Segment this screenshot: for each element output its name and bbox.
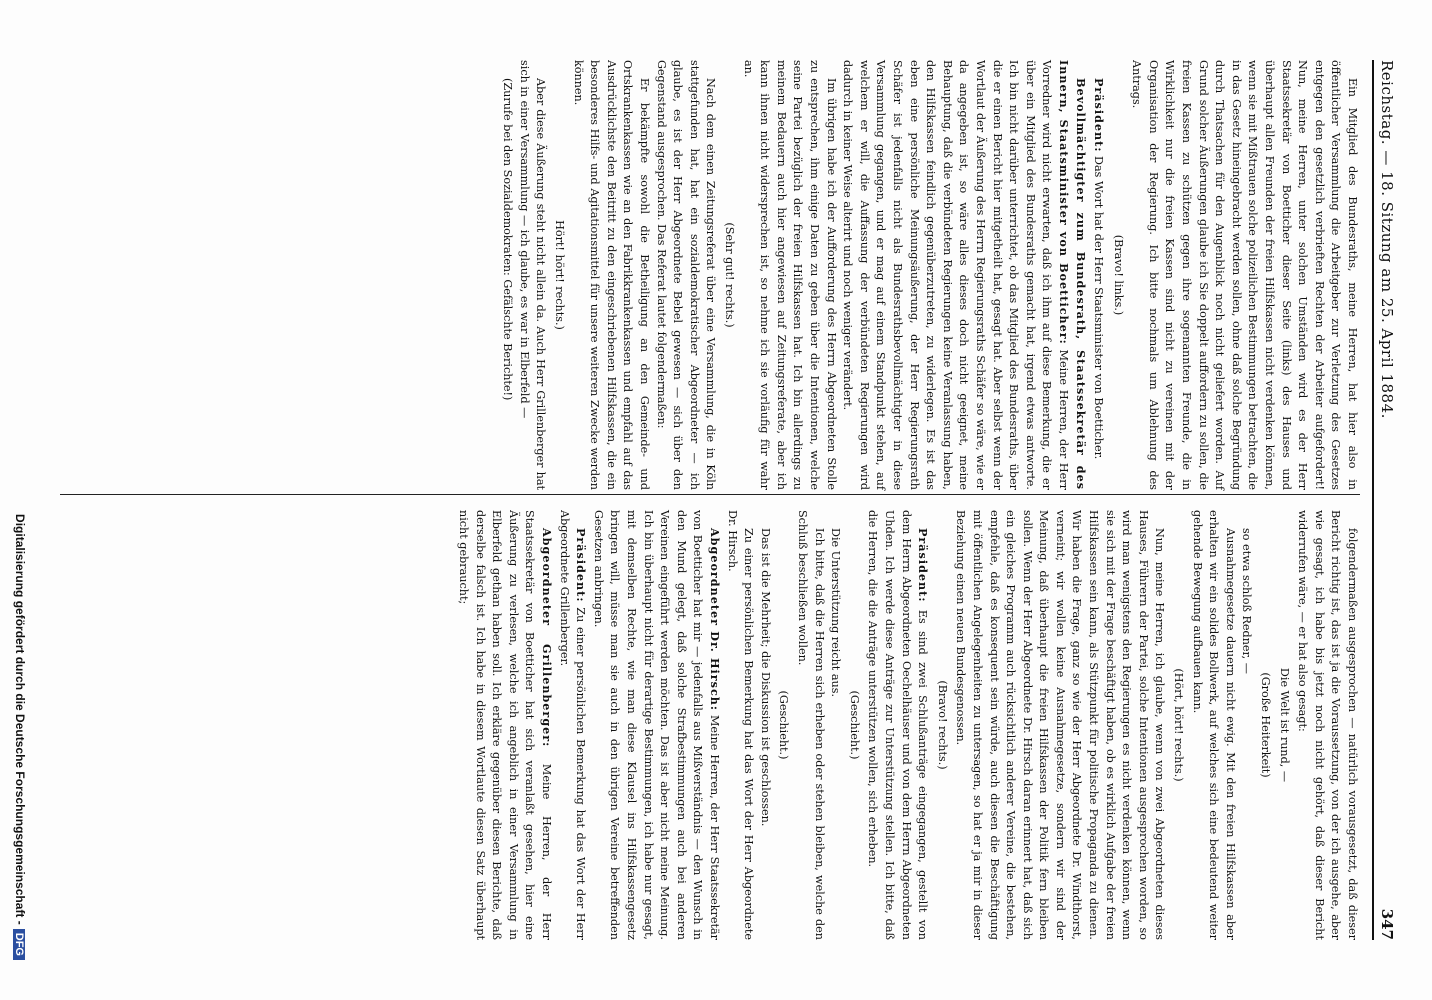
paragraph xyxy=(499,60,516,490)
speaker-name: Bevollmächtigter zum Bundesrath, Staatssekretär des Innern, Staatsminister von Boetticher: xyxy=(1056,60,1089,490)
stage-direction xyxy=(551,60,568,490)
paragraph-text: (Hört, hört! rechts.) xyxy=(1172,668,1186,782)
paragraph xyxy=(1294,510,1360,940)
paragraph xyxy=(756,510,773,940)
paragraph-text: (Sehr gut! rechts.) xyxy=(723,222,737,328)
paragraph xyxy=(1188,510,1238,940)
paragraph xyxy=(515,60,548,490)
digitization-footer xyxy=(6,0,30,1000)
stage-direction xyxy=(1169,510,1186,940)
page-header xyxy=(1372,60,1402,940)
paragraph xyxy=(864,510,931,940)
paragraph-text: Nun, meine Herren, ich glaube, wenn von zwei Abgeordneten dieses Hauses, Führern der Partei, solche Intentionen ausgesprochen worden, so wird man wenigstens den Regierungen es nicht verdenken können, wenn sie sich mit der Frage beschäftigt haben, ob es wirklich Aufgabe der freien Hilfskassen sein kann, als Stützpunkt für politische Propaganda zu dienen. Wir haben die Frage, ganz so wie der Herr Abgeordnete Dr. Windthorst, verneint; wir wollen keine Ausnahmegesetze, sondern wir sind der Meinung, daß überhaupt die freien Hilfskassen der Politik fern bleiben sollen. Wenn der Herr Abgeordnete Dr. Hirsch daran erinnert hat, daß sich ein gleiches Programm auch rücksichtlich anderer Vereine, die bestehen, empfehle, daß es konsequent sein würde, auch diesen die Beschäftigung mit öffentlichen Angelegenheiten zu untersagen, so hat er ja mir in dieser Beziehung einen neuen Bundesgenossen. xyxy=(954,510,1167,940)
paragraph xyxy=(793,510,826,940)
speaker-name: Präsident: xyxy=(916,528,931,603)
running-title: Reichstag. — 18. Sitzung am 25. April 1884. xyxy=(1378,60,1396,419)
paragraph-text: (Große Heiterkeit) xyxy=(1259,672,1273,778)
paragraph xyxy=(952,510,1168,940)
footer-text: Digitalisierung gefördert durch die Deutsche Forschungsgemeinschaft - xyxy=(13,514,27,925)
footer-note xyxy=(13,514,27,960)
paragraph-text: Das Wort hat der Herr Staatsminister von Boetticher. xyxy=(1092,156,1106,460)
speaker-name: Abgeordneter Grillenberger: xyxy=(540,528,555,748)
paragraph xyxy=(827,510,844,940)
paragraph xyxy=(1090,60,1108,490)
stage-direction xyxy=(1256,510,1273,940)
paragraph xyxy=(839,60,1090,490)
paragraph xyxy=(652,60,718,490)
dfg-logo: DFG xyxy=(13,929,25,960)
paragraph-text: (Geschieht.) xyxy=(847,690,861,760)
stage-direction xyxy=(845,510,862,940)
paragraph-text: Hört! hört! rechts.) xyxy=(553,220,567,330)
paragraph-text: Es sind zwei Schlußanträge eingegangen, gestellt von dem Herrn Abgeordneten Oechelhäuser und von dem Herrn Abgeordneten Uhden. Ich werde diese Anträge zur Unterstützung stellen. Ich bitte, daß die Herren, die die Anträge unterstützen wollen, sich erheben. xyxy=(866,510,930,940)
paragraph-text: Zu einer persönlichen Bemerkung hat das Wort der Herr Abgeordnete Grillenberger. xyxy=(557,510,588,940)
paragraph xyxy=(589,510,723,940)
right-column xyxy=(455,510,1360,940)
paragraph-text: Zu einer persönlichen Bemerkung hat das Wort der Herr Abgeordnete Dr. Hirsch. xyxy=(725,510,756,940)
paragraph-text: (Geschieht.) xyxy=(777,690,791,760)
paragraph-text: Er bekämpfte sowohl die Betheiligung an den Gemeinde- und Ortskrankenkassen wie an den Fabrikkrankenkassen und empfahl auf das Ausdrücklichste den Beitritt zu den eingeschriebenen Hilfskassen, die ein besonderes Hilfs- und Agitationsmittel für unsere weiteren Zwecke werden können. xyxy=(571,60,652,490)
stage-direction xyxy=(933,510,950,940)
column-divider xyxy=(60,494,1360,495)
paragraph xyxy=(555,510,589,940)
paragraph-text: (Zurufe bei den Sozialdemokraten: Gefälschte Berichte!) xyxy=(501,78,515,401)
speaker-name: Präsident: xyxy=(1092,78,1107,153)
paragraph xyxy=(723,510,756,940)
paragraph-text: Ich bitte, daß die Herren sich erheben oder stehen bleiben, welche den Schluß beschließen wollen. xyxy=(796,510,826,940)
paragraph-text: so etwa schloß Redner, — xyxy=(1240,528,1254,674)
paragraph-text: Meine Herren, der Herr Staatssekretär von Boetticher hat mir — jedenfalls aus Mißverständnis — den Wunsch in den Mund gelegt, daß solche Strafbestimmungen auch bei anderen Vereinen eingeführt werden möchten. Das ist aber nicht meine Meinung. Ich bin überhaupt nicht für derartige Bestimmungen, ich habe nur gesagt, mit demselben Rechte, wie man diese Klausel ins Hilfskassengesetz bringen will, müsse man sie auch in den übrigen Vereine betreffenden Gesetzen anbringen. xyxy=(591,510,722,940)
paragraph-text: Das ist die Mehrheit; die Diskussion ist geschlossen. xyxy=(758,528,772,827)
paragraph xyxy=(739,60,839,490)
paragraph-text: (Bravo! links.) xyxy=(1111,234,1125,316)
page-number: 347 xyxy=(1378,908,1396,940)
paragraph xyxy=(455,510,556,940)
paragraph xyxy=(569,60,652,490)
paragraph xyxy=(1128,60,1360,490)
paragraph-text: Nach dem einen Zeitungsreferat über eine Versammlung, die in Köln stattgefunden hat, hat ein sozialdemokratischer Abgeordneter — ich glaube, es ist der Herr Abgeordnete Bebel gewesen — sich über den Gegenstand ausgesprochen. Das Referat lautet folgendermaßen: xyxy=(654,60,718,490)
stage-direction xyxy=(1109,60,1126,490)
paragraph-text: folgendermaßen ausgesprochen — natürlich vorausgesetzt, daß dieser Bericht richtig ist, das ist ja die Voraussetzung, von der ich ausgehe, aber wie gesagt, ich habe bis jetzt noch nicht gehört, daß dieser Bericht widerrufen wäre, — er hat also gesagt: xyxy=(1296,510,1359,940)
paragraph-text: Meine Herren, der Herr Vorredner wird nicht erwarten, daß ich ihm auf diese Bemerkung, die er über ein Mitglied des Bundesraths gemacht hat, irgend etwas antworte. Ich bin nicht darüber unterrichtet, ob das Mitglied des Bundesraths, über die er einen Bericht hier mitgetheilt hat, gesagt hat. Aber selbst wenn der Wortlaut der Äußerung des Herrn Regierungsraths Schäfer so wäre, wie er da angegeben ist, so wäre alles dieses doch nicht geeignet, meine Behauptung, daß die verbündeten Regierungen keine Veranlassung haben, den Hilfskassen feindlich gegenüberzutreten, zu widerlegen. Es ist das eben eine persönliche Meinungsäußerung, der Herr Regierungsrath Schäfer ist jedenfalls nicht als Bundesrathsbevollmächtigter in diese Versammlung gegangen, und er mag auf einem Standpunkt stehen, auf welchem er will, die Auffassung der verbündeten Regierungen wird dadurch in keiner Weise alterirt und noch weniger verändert. xyxy=(841,60,1070,490)
speaker-name: Präsident: xyxy=(574,528,589,603)
paragraph-text: Aber diese Äußerung steht nicht allein da. Auch Herr Grillenberger hat sich in einer Versammlung — ich glaube, es war in Elberfeld — xyxy=(517,60,548,490)
paragraph-text: Die Welt ist rund, — xyxy=(1277,667,1291,783)
stage-direction xyxy=(1275,510,1292,940)
stage-direction xyxy=(775,510,792,940)
speaker-name: Abgeordneter Dr. Hirsch: xyxy=(708,528,723,712)
paragraph-text: Im übrigen habe ich der Aufforderung des Herrn Abgeordneten Stolle zu entsprechen, ihm einige Daten zu geben über die Intentionen, welche seine Partei bezüglich der freien Hilfskassen hat. Ich bin allerdings zu meinem Bedauern auch hier angewiesen auf Zeitungsreferate, aber ich kann ihnen nicht widersprechen ist, so nehme ich sie vorläufig für wahr an. xyxy=(741,60,838,490)
paragraph-text: Die Unterstützung reicht aus. xyxy=(829,528,843,698)
stage-direction xyxy=(720,60,737,490)
paragraph-text: Ausnahmegesetze dauern nicht ewig. Mit den freien Hilfskassen aber erhalten wir ein solides Bollwerk, auf welches sich eine bedeutend weiter gehende Bewegung aufbauen kann. xyxy=(1190,510,1237,940)
paragraph-text: Ein Mitglied des Bundesraths, meine Herren, hat hier also in öffentlicher Versammlung die Arbeitgeber zur Verletzung des Gesetzes entgegen den gesetzlich verbrieften Rechten der Arbeiter aufgefordert! Nun, meine Herren, unter solchen Umständen wird es der Herr Staatssekretär von Boetticher dieser Seite (links) des Hauses und überhaupt allen Freunden der freien Hilfskassen nicht verdenken können, wenn sie mit Mißtrauen solche polizeilichen Bestimmungen betrachten, die in das Gesetz hineingebracht werden sollen, ohne daß solche Begründung durch Thatsachen für den Augenblick noch nicht geliefert worden. Auf Grund solcher Äußerungen glaube ich Sie doppelt auffordern zu sollen, die freien Kassen zu schützen gegen ihre sogenannten Freunde, die in Wirklichkeit nur die freien Kassen sind nicht zu vereinen mit der Organisation der Regierung. Ich bitte nochmals um Ablehnung des Antrags. xyxy=(1130,60,1359,490)
paragraph xyxy=(1238,510,1255,940)
paragraph-text: (Bravo! rechts.) xyxy=(935,680,949,770)
paragraph-text: Meine Herren, der Herr Staatssekretär von Boetticher hat sich veranlaßt gesehen, hier eine Äußerung zu verlesen, welche ich angeblich in einer Versammlung in Elberfeld gethan haben soll. Ich erkläre gegenüber diesen Berichte, daß derselbe falsch ist. Ich habe in diesem Wortlaute diesen Satz überhaupt nicht gebraucht; xyxy=(457,510,554,940)
left-column xyxy=(499,60,1360,490)
